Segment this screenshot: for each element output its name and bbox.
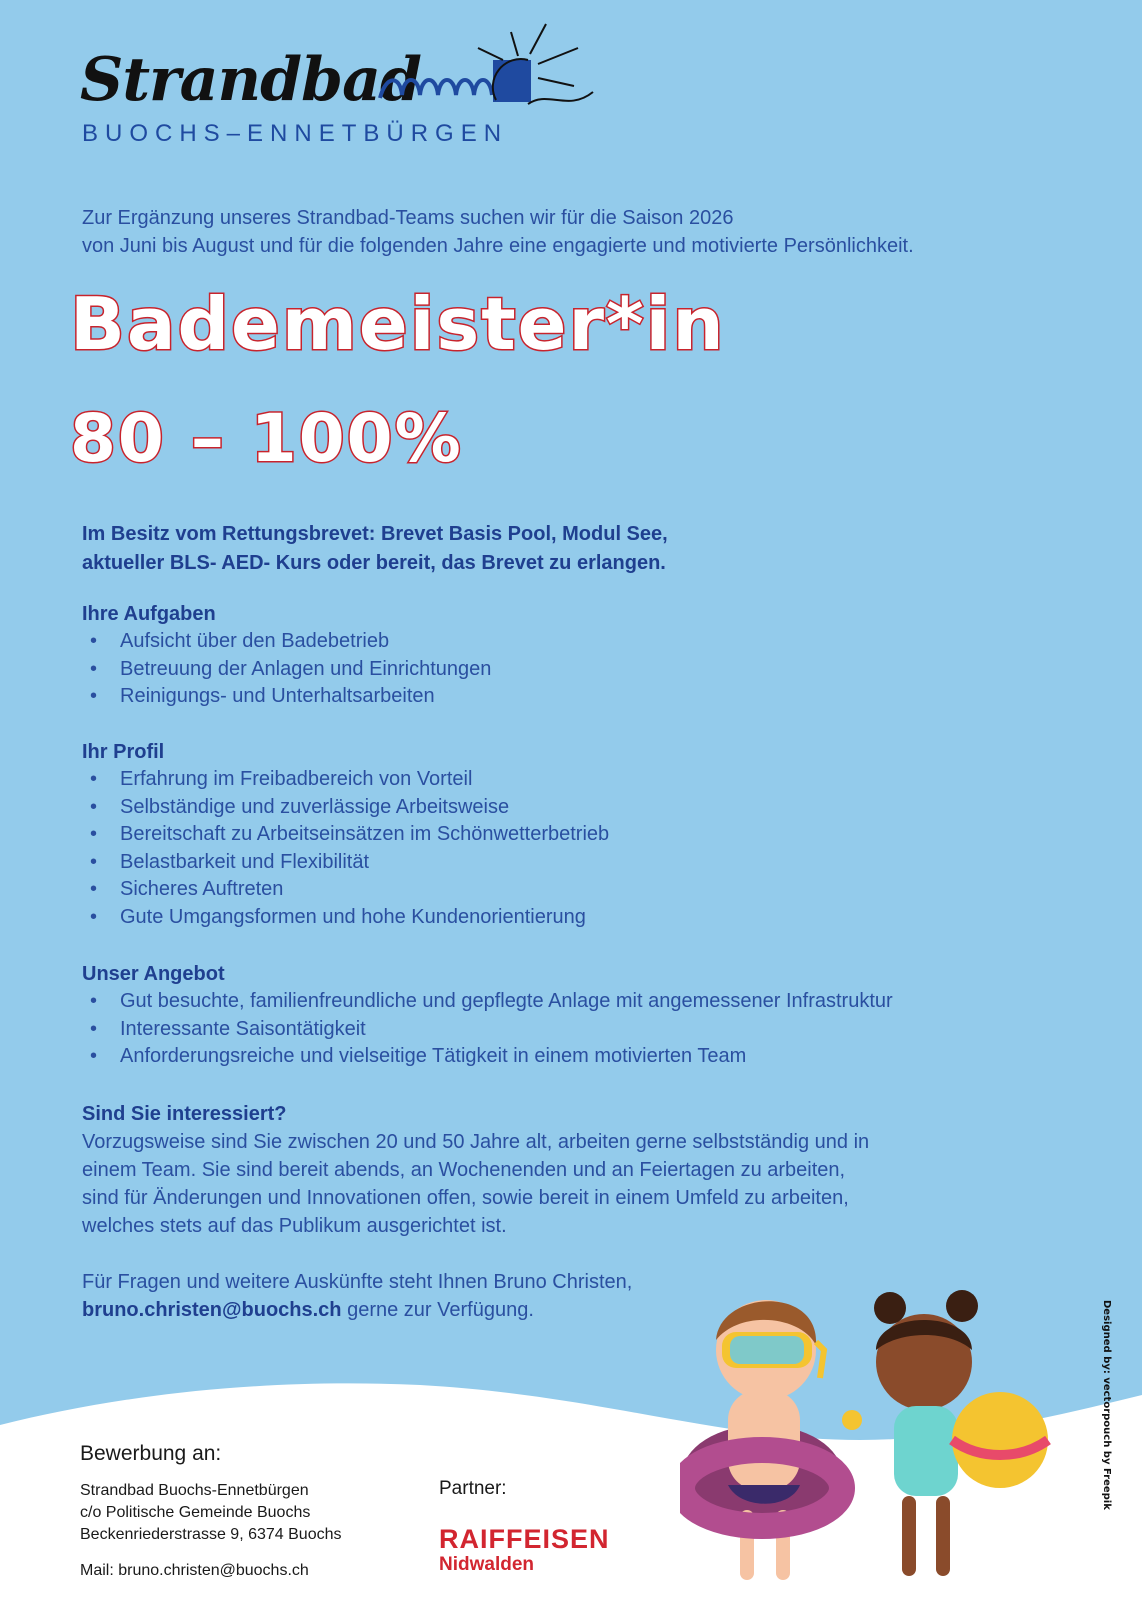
contact-email-link[interactable]: bruno.christen@buochs.ch (82, 1299, 342, 1321)
kids-illustration (680, 1270, 1080, 1605)
application-heading: Bewerbung an: (80, 1442, 222, 1465)
list-item: • Erfahrung im Freibadbereich von Vorteil (90, 768, 473, 790)
workload: 80 – 100% (70, 400, 463, 477)
raiffeisen-logo: RAIFFEISEN Nidwalden (439, 1524, 610, 1575)
interest-section: Sind Sie interessiert? Vorzugsweise sind Sie zwischen 20 und 50 Jahre alt, arbeiten gerne selbstständig und in einem Team. Sie sind bereit abends, an Wochenenden und an Feiertagen zu arbeiten, sind für Änderungen und Innovationen offen, sowie bereit in einem Umfeld zu arbeiten, welches stets auf das Publikum ausgerichtet ist. (82, 1100, 1102, 1240)
intro-text: Zur Ergänzung unseres Strandbad-Teams suchen wir für die Saison 2026 von Juni bis August und für die folgenden Jahre eine engagierte und motivierte Persönlichkeit. (82, 207, 914, 257)
tasks-heading: Ihre Aufgaben (82, 603, 216, 625)
job-title: Bademeister*in (70, 282, 726, 366)
interest-heading: Sind Sie interessiert? (82, 1103, 287, 1125)
list-item: • Betreuung der Anlagen und Einrichtungen (90, 657, 492, 680)
application-mail[interactable]: Mail: bruno.christen@buochs.ch (80, 1562, 309, 1579)
list-item: • Sicheres Auftreten (90, 878, 284, 900)
partner-label: Partner: (439, 1478, 507, 1499)
offer-section (82, 960, 1102, 1071)
profile-section (82, 738, 1102, 931)
list-item: • Gute Umgangsformen und hohe Kundenorientierung (90, 905, 586, 928)
list-item: • Interessante Saisontätigkeit (90, 1017, 366, 1040)
list-item: • Belastbarkeit und Flexibilität (90, 850, 370, 873)
list-item: • Reinigungs- und Unterhaltsarbeiten (90, 685, 435, 707)
list-item: • Selbständige und zuverlässige Arbeitsweise (90, 795, 510, 818)
tasks-section (82, 600, 1102, 711)
list-item: • Gut besuchte, familienfreundliche und gepflegte Anlage mit angemessener Infrastruktur (90, 990, 893, 1012)
logo-subtitle: BUOCHS–ENNETBÜRGEN (82, 120, 509, 147)
illustration-credit: Designed by: vectorpouch by Freepik (1101, 1300, 1112, 1510)
list-item: • Anforderungsreiche und vielseitige Tätigkeit in einem motivierten Team (90, 1045, 747, 1067)
contact-text: Für Fragen und weitere Auskünfte steht Ihnen Bruno Christen, bruno.christen@buochs.ch gerne zur Verfügung. (82, 1271, 633, 1321)
requirement-text: Im Besitz vom Rettungsbrevet: Brevet Basis Pool, Modul See, aktueller BLS- AED- Kurs oder bereit, das Brevet zu erlangen. (82, 523, 668, 574)
application-block: Bewerbung an: Strandbad Buochs-Ennetbürgen c/o Politische Gemeinde Buochs Beckenriederstrasse 9, 6374 Buochs Mail: bruno.christen@buochs.ch (80, 1440, 341, 1582)
logo-title: Strandbad (80, 45, 421, 115)
list-item: • Bereitschaft zu Arbeitseinsätzen im Schönwetterbetrieb (90, 823, 610, 845)
profile-heading: Ihr Profil (82, 741, 165, 763)
sun-wave-icon (378, 20, 618, 110)
list-item: • Aufsicht über den Badebetrieb (90, 630, 390, 652)
offer-heading: Unser Angebot (82, 963, 225, 985)
